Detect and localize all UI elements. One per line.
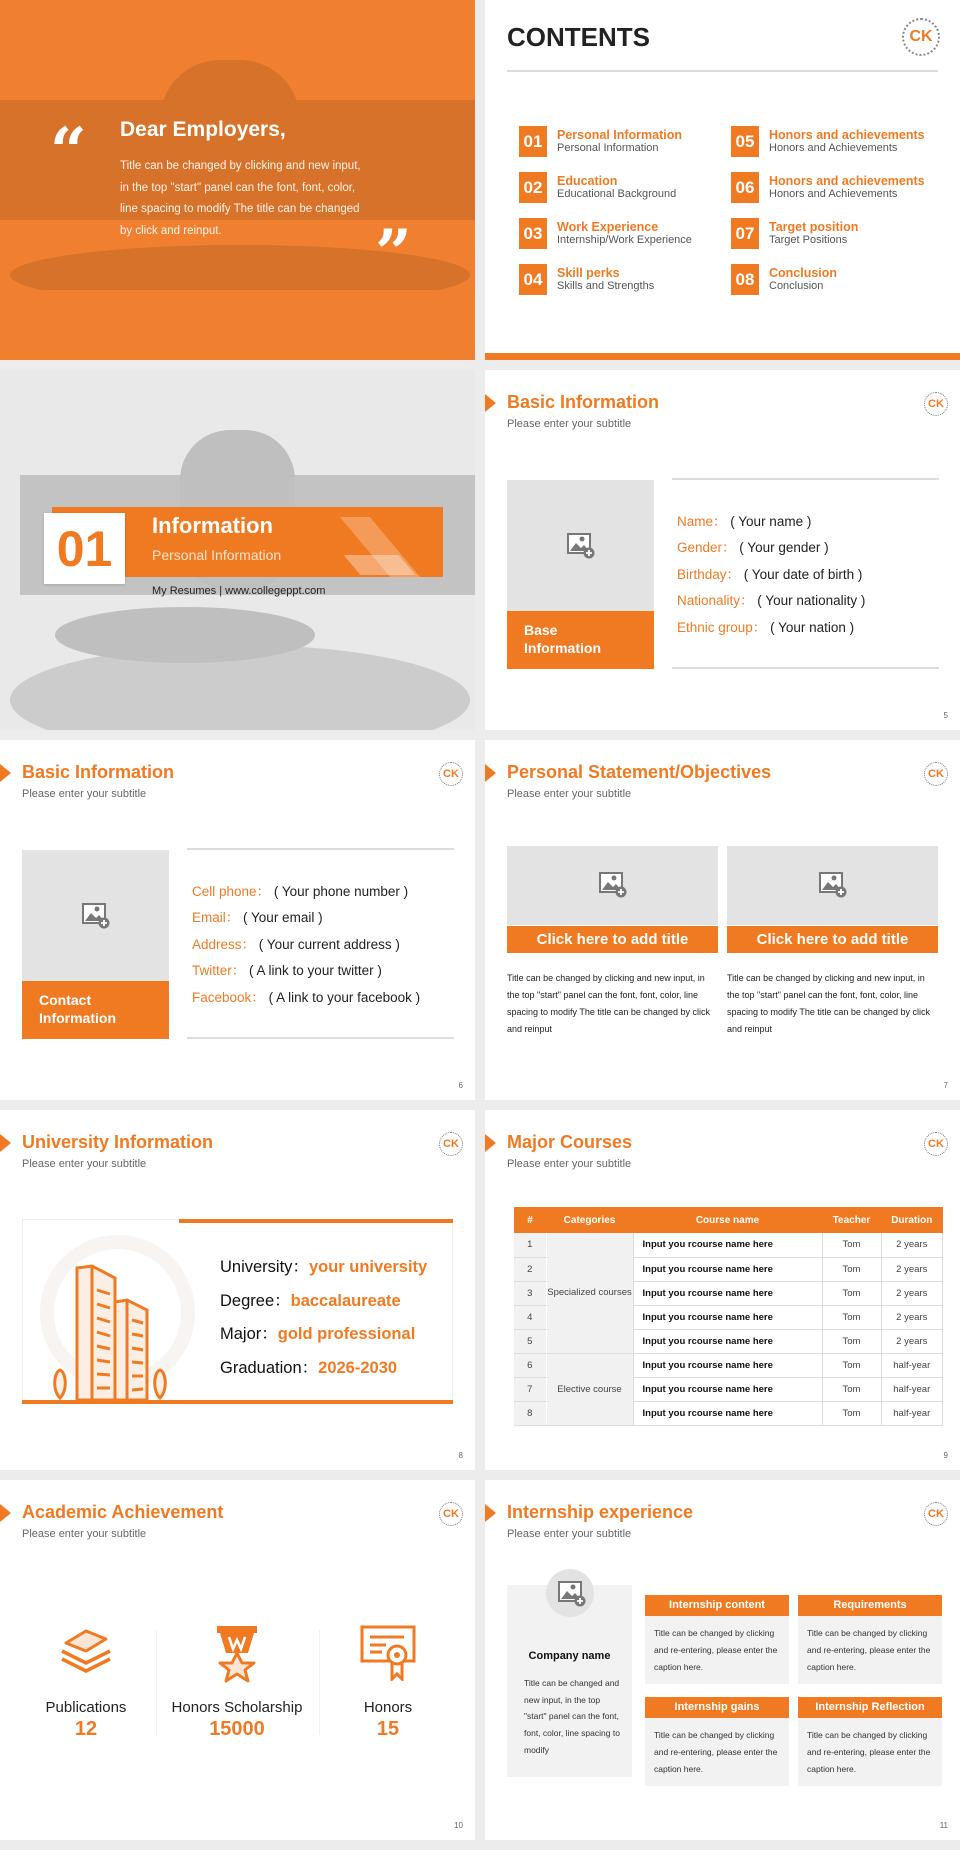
- box-heading: Internship gains: [645, 1697, 789, 1718]
- slide-contents[interactable]: [485, 0, 960, 360]
- toc-number: 08: [731, 264, 759, 295]
- toc-item[interactable]: [731, 172, 939, 203]
- column-header: Duration: [881, 1207, 943, 1233]
- photo-caption: Base Information: [507, 611, 654, 669]
- box-text: Title can be changed by clicking and re-entering, please enter the caption here.: [807, 1730, 931, 1774]
- column-header: Teacher: [822, 1207, 881, 1233]
- toc-item[interactable]: [519, 218, 731, 249]
- contents-title[interactable]: CONTENTS: [507, 22, 650, 52]
- image-placeholder[interactable]: [507, 846, 718, 925]
- slide-title[interactable]: Internship experience: [507, 1502, 694, 1522]
- stat-value: 15000: [209, 1718, 265, 1740]
- field-cell-phone[interactable]: [192, 879, 420, 905]
- box-text: Title can be changed by clicking and re-entering, please enter the caption here.: [654, 1628, 778, 1672]
- stat-value: 15: [376, 1718, 400, 1740]
- toc-item[interactable]: [731, 126, 939, 157]
- field-label: Major：: [220, 1325, 278, 1344]
- college-logo-icon: CK: [902, 18, 940, 56]
- cell-duration: half-year: [881, 1401, 943, 1425]
- internship-gains-box[interactable]: [645, 1697, 789, 1786]
- page-number: 9: [943, 1451, 948, 1460]
- cell-duration: 2 years: [881, 1233, 943, 1257]
- college-logo-icon: CK: [924, 392, 948, 416]
- stat-label: Honors: [363, 1699, 413, 1716]
- toc-item[interactable]: [519, 264, 731, 295]
- cell-course[interactable]: Input you rcourse name here: [633, 1233, 822, 1257]
- toc-number: 01: [519, 126, 547, 157]
- college-logo-icon: CK: [439, 762, 463, 786]
- field-label: Facebook：: [192, 989, 265, 1005]
- field-degree[interactable]: [220, 1285, 427, 1319]
- field-value: ( Your phone number ): [273, 884, 409, 899]
- cell-num: 4: [514, 1305, 546, 1329]
- cell-course[interactable]: Input you rcourse name here: [633, 1401, 822, 1425]
- slide-title[interactable]: Personal Statement/Objectives: [507, 762, 772, 782]
- college-logo-icon: CK: [439, 1502, 463, 1526]
- page-number: 11: [939, 1821, 948, 1830]
- box-heading: Requirements: [798, 1595, 942, 1616]
- add-image-icon: [567, 533, 595, 559]
- field-gender[interactable]: [677, 535, 865, 561]
- cell-duration: half-year: [881, 1353, 943, 1377]
- slide-basic-information[interactable]: [485, 370, 960, 730]
- field-value: baccalaureate: [290, 1291, 401, 1310]
- cell-duration: 2 years: [881, 1281, 943, 1305]
- toc-number: 07: [731, 218, 759, 249]
- toc-subtitle: Educational Background: [557, 188, 677, 200]
- field-label: Gender：: [677, 540, 736, 556]
- bottom-divider: [187, 1037, 454, 1039]
- info-fields: [677, 509, 865, 641]
- toc-number: 06: [731, 172, 759, 203]
- column-divider: [156, 1630, 157, 1735]
- field-label: Graduation：: [220, 1359, 319, 1378]
- field-value: ( Your current address ): [258, 936, 400, 952]
- slide-title[interactable]: Academic Achievement: [22, 1502, 224, 1522]
- title-divider: [507, 70, 938, 72]
- field-ethnic-group[interactable]: [677, 615, 865, 641]
- slide-subtitle[interactable]: Please enter your subtitle: [22, 788, 147, 800]
- column-header: Categories: [546, 1207, 633, 1233]
- add-title-button[interactable]: Click here to add title: [507, 926, 718, 953]
- image-placeholder[interactable]: [727, 846, 938, 925]
- toc-item[interactable]: [519, 172, 731, 203]
- add-title-button[interactable]: Click here to add title: [727, 926, 938, 953]
- cell-teacher: Tom: [822, 1305, 881, 1329]
- box-heading: Internship content: [645, 1595, 789, 1616]
- title-arrow-icon: [485, 764, 496, 782]
- cell-course[interactable]: Input you rcourse name here: [633, 1329, 822, 1353]
- page-number: 7: [943, 1081, 948, 1090]
- slide-subtitle[interactable]: Please enter your subtitle: [22, 1528, 147, 1540]
- page-number: 6: [458, 1081, 463, 1090]
- toc-subtitle: Skills and Strengths: [557, 280, 655, 292]
- add-image-icon: [82, 903, 110, 929]
- toc-number: 02: [519, 172, 547, 203]
- column-header: Course name: [633, 1207, 822, 1233]
- college-logo-icon: CK: [439, 1132, 463, 1156]
- slide-dear-employers[interactable]: [0, 0, 475, 360]
- toc-title: Education: [557, 174, 618, 188]
- company-logo-placeholder[interactable]: [546, 1569, 594, 1617]
- stat-honors[interactable]: [313, 1625, 463, 1741]
- certificate-icon: [360, 1625, 416, 1681]
- title-arrow-icon: [0, 1134, 11, 1152]
- college-logo-icon: CK: [924, 1132, 948, 1156]
- field-graduation[interactable]: [220, 1352, 427, 1386]
- cell-duration: 2 years: [881, 1257, 943, 1281]
- internship-reflection-box[interactable]: [798, 1697, 942, 1786]
- cell-duration: 2 years: [881, 1329, 943, 1353]
- college-logo-icon: CK: [924, 1502, 948, 1526]
- toc-subtitle: Target Positions: [769, 234, 848, 246]
- field-email[interactable]: [192, 905, 420, 931]
- slide-university-information[interactable]: [0, 1110, 475, 1470]
- field-value: ( Your date of birth ): [743, 566, 863, 582]
- cell-category: Specialized courses: [546, 1233, 633, 1353]
- field-label: Ethnic group：: [677, 619, 767, 635]
- field-birthday[interactable]: [677, 562, 865, 588]
- slide-subtitle[interactable]: Please enter your subtitle: [507, 1528, 632, 1540]
- medal-star-icon: [215, 1625, 259, 1683]
- cell-teacher: Tom: [822, 1257, 881, 1281]
- page-number: 5: [943, 711, 948, 720]
- accent-baseline: [22, 1400, 453, 1404]
- field-label: University：: [220, 1258, 309, 1276]
- greeting-heading[interactable]: Dear Employers,: [120, 118, 286, 141]
- cell-teacher: Tom: [822, 1281, 881, 1305]
- slide-subtitle[interactable]: Please enter your subtitle: [507, 418, 632, 430]
- toc-item[interactable]: [731, 218, 939, 249]
- table-row[interactable]: [514, 1353, 943, 1377]
- greeting-body[interactable]: Title can be changed by clicking and new input, in the top "start" panel can the font, font, color, line spacing to modify The title can be changed by click and reinput.: [120, 160, 361, 237]
- cell-duration: half-year: [881, 1377, 943, 1401]
- page-number: 8: [458, 1451, 463, 1460]
- add-image-icon: [599, 872, 627, 898]
- toc-subtitle: Conclusion: [769, 280, 824, 292]
- contact-fields: [192, 879, 420, 1011]
- toc-subtitle: Internship/Work Experience: [557, 234, 692, 246]
- add-image-icon: [819, 872, 847, 898]
- section-number: 01: [44, 513, 125, 584]
- cell-num: 5: [514, 1329, 546, 1353]
- field-university[interactable]: [220, 1251, 427, 1285]
- slide-subtitle[interactable]: Please enter your subtitle: [507, 1158, 632, 1170]
- field-value: ( Your nationality ): [757, 593, 866, 609]
- field-label: Cell phone：: [192, 884, 271, 899]
- photo-caption: Contact Information: [22, 981, 169, 1039]
- cell-teacher: Tom: [822, 1329, 881, 1353]
- slide-subtitle[interactable]: Please enter your subtitle: [22, 1158, 147, 1170]
- slide-title[interactable]: Basic Information: [507, 392, 660, 412]
- box-text: Title can be changed by clicking and re-entering, please enter the caption here.: [654, 1730, 778, 1774]
- field-label: Degree：: [220, 1291, 291, 1310]
- toc-subtitle: Honors and Achievements: [769, 142, 898, 154]
- toc-item[interactable]: [519, 126, 731, 157]
- company-name[interactable]: Company name: [528, 1650, 611, 1662]
- field-value: ( Your email ): [243, 910, 323, 926]
- section-title[interactable]: Information: [152, 513, 273, 538]
- slide-title[interactable]: Major Courses: [507, 1132, 633, 1152]
- internship-content-box[interactable]: [645, 1595, 789, 1684]
- statement-text[interactable]: Title can be changed by clicking and new input, in the top "start" panel can the font, font, color, line spacing to modify The title can be changed by click and reinput: [507, 973, 710, 1034]
- toc-title: Work Experience: [557, 220, 659, 234]
- cell-num: 3: [514, 1281, 546, 1305]
- field-value: ( A link to your facebook ): [268, 989, 421, 1005]
- toc-title: Honors and achievements: [769, 128, 925, 142]
- field-label: Nationality：: [677, 593, 754, 609]
- add-image-icon: [558, 1581, 586, 1607]
- cell-num: 1: [514, 1233, 546, 1257]
- toc-title: Target position: [769, 220, 859, 234]
- stat-publications[interactable]: [11, 1625, 161, 1741]
- stat-honors-scholarship[interactable]: [162, 1625, 312, 1741]
- page-number: 10: [454, 1821, 463, 1830]
- slide-title[interactable]: University Information: [22, 1132, 214, 1152]
- slide-academic-achievement[interactable]: [0, 1480, 475, 1840]
- field-facebook[interactable]: [192, 985, 420, 1011]
- college-logo-icon: CK: [924, 762, 948, 786]
- field-name[interactable]: [677, 509, 865, 535]
- university-fields: [220, 1251, 427, 1386]
- top-divider: [187, 848, 454, 850]
- field-nationality[interactable]: [677, 588, 865, 614]
- cell-num: 6: [514, 1353, 546, 1377]
- field-address[interactable]: [192, 932, 420, 958]
- column-header: #: [514, 1207, 546, 1233]
- stat-value: 12: [74, 1718, 98, 1740]
- field-value: gold professional: [277, 1325, 416, 1344]
- field-label: Birthday：: [677, 566, 741, 582]
- title-arrow-icon: [485, 1134, 496, 1152]
- field-label: Email：: [192, 910, 240, 926]
- statement-text[interactable]: Title can be changed by clicking and new input, in the top "start" panel can the font, font, color, line spacing to modify The title can be changed by click and reinput: [727, 973, 930, 1034]
- cell-course[interactable]: Input you rcourse name here: [633, 1377, 822, 1401]
- cell-teacher: Tom: [822, 1233, 881, 1257]
- cell-num: 7: [514, 1377, 546, 1401]
- field-major[interactable]: [220, 1318, 427, 1352]
- cell-num: 8: [514, 1401, 546, 1425]
- field-label: Twitter：: [192, 963, 246, 979]
- cell-duration: 2 years: [881, 1305, 943, 1329]
- slide-subtitle[interactable]: Please enter your subtitle: [507, 788, 632, 800]
- cell-course[interactable]: Input you rcourse name here: [633, 1353, 822, 1377]
- toc-number: 05: [731, 126, 759, 157]
- field-value: your university: [308, 1258, 428, 1276]
- courses-table: [514, 1207, 943, 1426]
- slide-title[interactable]: Basic Information: [22, 762, 175, 782]
- table-of-contents: [519, 126, 939, 295]
- table-header-row: [514, 1207, 943, 1233]
- top-divider: [672, 478, 939, 480]
- cell-teacher: Tom: [822, 1353, 881, 1377]
- cell-course[interactable]: Input you rcourse name here: [633, 1305, 822, 1329]
- box-text: Title can be changed by clicking and re-entering, please enter the caption here.: [807, 1628, 931, 1672]
- field-value: ( Your nation ): [770, 619, 855, 635]
- toc-title: Personal Information: [557, 128, 683, 142]
- field-value: ( A link to your twitter ): [249, 963, 382, 979]
- section-subtitle[interactable]: Personal Information: [152, 547, 282, 563]
- slide-section-information[interactable]: [0, 370, 475, 730]
- close-quote-icon: ”: [375, 216, 412, 291]
- cell-category: Elective course: [546, 1353, 633, 1425]
- cell-teacher: Tom: [822, 1377, 881, 1401]
- field-value: 2026-2030: [318, 1359, 398, 1378]
- bottom-accent-bar: [485, 353, 960, 360]
- field-label: Name：: [677, 514, 727, 529]
- cell-teacher: Tom: [822, 1401, 881, 1425]
- slide-internship-experience[interactable]: [485, 1480, 960, 1840]
- cell-course[interactable]: Input you rcourse name here: [633, 1257, 822, 1281]
- slide-major-courses[interactable]: [485, 1110, 960, 1470]
- title-arrow-icon: [485, 1504, 496, 1522]
- field-label: Address：: [192, 936, 256, 952]
- stat-label: Publications: [45, 1699, 127, 1716]
- open-quote-icon: “: [50, 114, 87, 189]
- toc-subtitle: Honors and Achievements: [769, 188, 898, 200]
- toc-item[interactable]: [731, 264, 939, 295]
- stat-label: Honors Scholarship: [171, 1699, 303, 1716]
- slide-contact-information[interactable]: [0, 740, 475, 1100]
- books-stack-icon: [56, 1625, 116, 1675]
- field-value: ( Your gender ): [739, 540, 829, 556]
- cell-course[interactable]: Input you rcourse name here: [633, 1281, 822, 1305]
- section-footer-text: My Resumes | www.collegeppt.com: [152, 585, 326, 597]
- title-arrow-icon: [0, 1504, 11, 1522]
- toc-title: Honors and achievements: [769, 174, 925, 188]
- box-heading: Internship Reflection: [798, 1697, 942, 1718]
- toc-number: 04: [519, 264, 547, 295]
- bottom-divider: [672, 667, 939, 669]
- toc-number: 03: [519, 218, 547, 249]
- toc-title: Conclusion: [769, 266, 838, 280]
- field-twitter[interactable]: [192, 958, 420, 984]
- requirements-box[interactable]: [798, 1595, 942, 1684]
- photo-placeholder[interactable]: [507, 480, 654, 669]
- title-arrow-icon: [485, 394, 496, 412]
- accent-bar: [179, 1219, 453, 1223]
- title-arrow-icon: [0, 764, 11, 782]
- company-description[interactable]: Title can be changed and new input, in the top "start" panel can the font, font, color, line spacing to modify: [524, 1678, 620, 1755]
- table-row[interactable]: [514, 1233, 943, 1257]
- cell-num: 2: [514, 1257, 546, 1281]
- toc-subtitle: Personal Information: [557, 142, 659, 154]
- buildings-icon: [52, 1260, 172, 1402]
- slide-personal-statement[interactable]: [485, 740, 960, 1100]
- photo-placeholder[interactable]: [22, 850, 169, 1039]
- field-value: ( Your name ): [730, 514, 812, 529]
- toc-title: Skill perks: [557, 266, 620, 280]
